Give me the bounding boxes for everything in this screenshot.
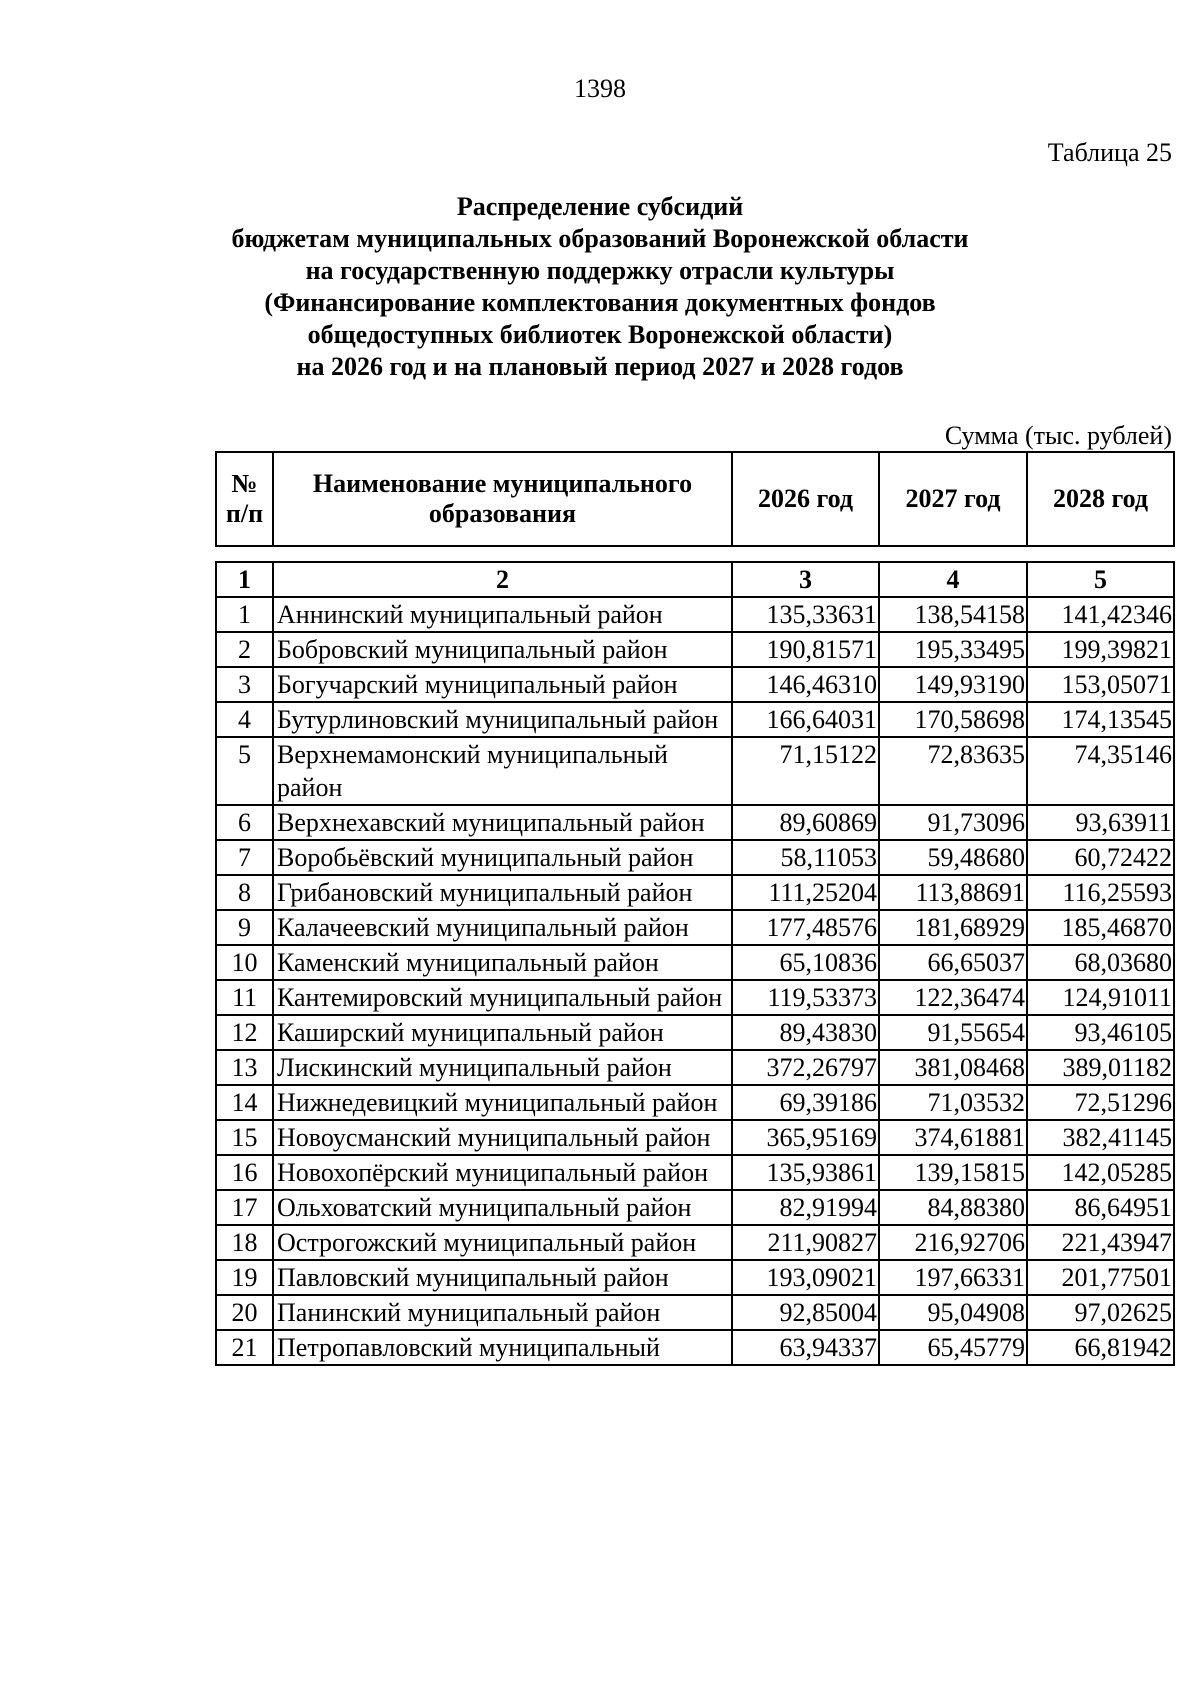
row-number: 17 xyxy=(216,1190,273,1225)
value-2027: 181,68929 xyxy=(879,910,1027,945)
municipality-name: Верхнехавский муниципальный район xyxy=(273,805,732,840)
title-line: на 2026 год и на плановый период 2027 и 2028 годов xyxy=(296,352,904,381)
table-row xyxy=(216,1330,1174,1365)
page-number: 1398 xyxy=(574,74,626,103)
table-row xyxy=(216,1015,1174,1050)
row-number: 18 xyxy=(216,1225,273,1260)
table-row xyxy=(216,632,1174,667)
header-row xyxy=(216,452,1174,546)
municipality-name: Калачеевский муниципальный район xyxy=(273,910,732,945)
value-2027: 95,04908 xyxy=(879,1295,1027,1330)
value-2028: 72,51296 xyxy=(1027,1085,1174,1120)
row-number: 4 xyxy=(216,702,273,737)
column-number: 1 xyxy=(216,562,273,597)
value-2027: 59,48680 xyxy=(879,840,1027,875)
value-2026: 71,15122 xyxy=(732,737,879,805)
column-number: 2 xyxy=(273,562,732,597)
row-number: 3 xyxy=(216,667,273,702)
table-row xyxy=(216,980,1174,1015)
row-number: 9 xyxy=(216,910,273,945)
value-2027: 138,54158 xyxy=(879,597,1027,632)
value-2028: 382,41145 xyxy=(1027,1120,1174,1155)
value-2027: 66,65037 xyxy=(879,945,1027,980)
value-2026: 211,90827 xyxy=(732,1225,879,1260)
municipality-name: Острогожский муниципальный район xyxy=(273,1225,732,1260)
value-2028: 97,02625 xyxy=(1027,1295,1174,1330)
header-2027: 2027 год xyxy=(879,452,1027,546)
value-2027: 84,88380 xyxy=(879,1190,1027,1225)
value-2026: 111,25204 xyxy=(732,875,879,910)
table-row xyxy=(216,737,1174,805)
municipality-name: Новоусманский муниципальный район xyxy=(273,1120,732,1155)
value-2028: 86,64951 xyxy=(1027,1190,1174,1225)
table-row xyxy=(216,667,1174,702)
municipality-name: Лискинский муниципальный район xyxy=(273,1050,732,1085)
municipality-name: Воробьёвский муниципальный район xyxy=(273,840,732,875)
header-name-line: Наименование муниципального xyxy=(312,469,693,498)
value-2028: 116,25593 xyxy=(1027,875,1174,910)
value-2026: 135,93861 xyxy=(732,1155,879,1190)
row-number: 1 xyxy=(216,597,273,632)
value-2027: 374,61881 xyxy=(879,1120,1027,1155)
table-row xyxy=(216,1190,1174,1225)
table-row xyxy=(216,1260,1174,1295)
table-row xyxy=(216,1295,1174,1330)
table-row xyxy=(216,597,1174,632)
title-line: (Финансирование комплектования документных фондов xyxy=(264,288,936,317)
value-2026: 177,48576 xyxy=(732,910,879,945)
header-number xyxy=(216,452,273,546)
row-number: 13 xyxy=(216,1050,273,1085)
value-2026: 69,39186 xyxy=(732,1085,879,1120)
row-number: 11 xyxy=(216,980,273,1015)
value-2027: 91,55654 xyxy=(879,1015,1027,1050)
table-row xyxy=(216,875,1174,910)
value-2028: 199,39821 xyxy=(1027,632,1174,667)
value-2028: 153,05071 xyxy=(1027,667,1174,702)
table-row xyxy=(216,1050,1174,1085)
value-2028: 93,63911 xyxy=(1027,805,1174,840)
value-2026: 166,64031 xyxy=(732,702,879,737)
row-number: 5 xyxy=(216,737,273,805)
value-2028: 60,72422 xyxy=(1027,840,1174,875)
row-number: 7 xyxy=(216,840,273,875)
value-2028: 389,01182 xyxy=(1027,1050,1174,1085)
value-2028: 174,13545 xyxy=(1027,702,1174,737)
row-number: 20 xyxy=(216,1295,273,1330)
table-row xyxy=(216,1155,1174,1190)
header-number-line: № xyxy=(231,469,258,498)
value-2026: 92,85004 xyxy=(732,1295,879,1330)
row-number: 12 xyxy=(216,1015,273,1050)
value-2028: 185,46870 xyxy=(1027,910,1174,945)
value-2027: 71,03532 xyxy=(879,1085,1027,1120)
value-2028: 66,81942 xyxy=(1027,1330,1174,1365)
column-number: 3 xyxy=(732,562,879,597)
table-row xyxy=(216,945,1174,980)
municipality-name: Бобровский муниципальный район xyxy=(273,632,732,667)
municipality-name: Панинский муниципальный район xyxy=(273,1295,732,1330)
table-label: Таблица 25 xyxy=(1047,138,1172,167)
value-2028: 93,46105 xyxy=(1027,1015,1174,1050)
row-number: 19 xyxy=(216,1260,273,1295)
table-row xyxy=(216,840,1174,875)
value-2028: 74,35146 xyxy=(1027,737,1174,805)
column-number: 4 xyxy=(879,562,1027,597)
value-2027: 197,66331 xyxy=(879,1260,1027,1295)
municipality-name: Богучарский муниципальный район xyxy=(273,667,732,702)
table-header xyxy=(215,451,1175,547)
column-number-row xyxy=(216,562,1174,597)
row-number: 6 xyxy=(216,805,273,840)
table-row xyxy=(216,702,1174,737)
value-2026: 365,95169 xyxy=(732,1120,879,1155)
row-number: 16 xyxy=(216,1155,273,1190)
value-2027: 113,88691 xyxy=(879,875,1027,910)
table-row xyxy=(216,910,1174,945)
table-row xyxy=(216,1120,1174,1155)
value-2026: 193,09021 xyxy=(732,1260,879,1295)
value-2027: 149,93190 xyxy=(879,667,1027,702)
value-2027: 91,73096 xyxy=(879,805,1027,840)
municipality-name: Новохопёрский муниципальный район xyxy=(273,1155,732,1190)
municipality-name: Нижнедевицкий муниципальный район xyxy=(273,1085,732,1120)
value-2026: 135,33631 xyxy=(732,597,879,632)
municipality-name: Кантемировский муниципальный район xyxy=(273,980,732,1015)
title-line: бюджетам муниципальных образований Воронежской области xyxy=(231,224,969,253)
table-row xyxy=(216,1225,1174,1260)
row-number: 2 xyxy=(216,632,273,667)
value-2027: 170,58698 xyxy=(879,702,1027,737)
value-2028: 142,05285 xyxy=(1027,1155,1174,1190)
municipality-name: Верхнемамонский муниципальный район xyxy=(273,737,732,805)
municipality-name: Грибановский муниципальный район xyxy=(273,875,732,910)
row-number: 21 xyxy=(216,1330,273,1365)
data-table xyxy=(215,561,1175,1366)
row-number: 10 xyxy=(216,945,273,980)
value-2026: 190,81571 xyxy=(732,632,879,667)
value-2026: 372,26797 xyxy=(732,1050,879,1085)
value-2026: 89,60869 xyxy=(732,805,879,840)
value-2027: 195,33495 xyxy=(879,632,1027,667)
value-2028: 221,43947 xyxy=(1027,1225,1174,1260)
value-2026: 146,46310 xyxy=(732,667,879,702)
title-line: на государственную поддержку отрасли культуры xyxy=(305,256,895,285)
value-2026: 82,91994 xyxy=(732,1190,879,1225)
value-2027: 216,92706 xyxy=(879,1225,1027,1260)
units-label: Сумма (тыс. рублей) xyxy=(944,421,1172,450)
value-2028: 68,03680 xyxy=(1027,945,1174,980)
column-number: 5 xyxy=(1027,562,1174,597)
value-2028: 124,91011 xyxy=(1027,980,1174,1015)
municipality-name: Каменский муниципальный район xyxy=(273,945,732,980)
row-number: 14 xyxy=(216,1085,273,1120)
title-line: Распределение субсидий xyxy=(456,192,744,221)
value-2026: 119,53373 xyxy=(732,980,879,1015)
value-2026: 58,11053 xyxy=(732,840,879,875)
municipality-name: Павловский муниципальный район xyxy=(273,1260,732,1295)
municipality-name: Ольховатский муниципальный район xyxy=(273,1190,732,1225)
header-number-line: п/п xyxy=(225,499,264,528)
value-2028: 201,77501 xyxy=(1027,1260,1174,1295)
table-row xyxy=(216,1085,1174,1120)
municipality-name: Бутурлиновский муниципальный район xyxy=(273,702,732,737)
document-title xyxy=(180,191,1020,383)
value-2028: 141,42346 xyxy=(1027,597,1174,632)
title-line: общедоступных библиотек Воронежской области) xyxy=(307,320,893,349)
value-2027: 72,83635 xyxy=(879,737,1027,805)
value-2026: 63,94337 xyxy=(732,1330,879,1365)
header-2026: 2026 год xyxy=(732,452,879,546)
value-2026: 65,10836 xyxy=(732,945,879,980)
value-2027: 65,45779 xyxy=(879,1330,1027,1365)
value-2027: 139,15815 xyxy=(879,1155,1027,1190)
value-2026: 89,43830 xyxy=(732,1015,879,1050)
row-number: 8 xyxy=(216,875,273,910)
municipality-name: Петропавловский муниципальный xyxy=(273,1330,732,1365)
row-number: 15 xyxy=(216,1120,273,1155)
table-row xyxy=(216,805,1174,840)
header-name-line: образования xyxy=(428,499,577,528)
value-2027: 122,36474 xyxy=(879,980,1027,1015)
header-name xyxy=(273,452,732,546)
municipality-name: Аннинский муниципальный район xyxy=(273,597,732,632)
header-2028: 2028 год xyxy=(1027,452,1174,546)
municipality-name: Каширский муниципальный район xyxy=(273,1015,732,1050)
value-2027: 381,08468 xyxy=(879,1050,1027,1085)
